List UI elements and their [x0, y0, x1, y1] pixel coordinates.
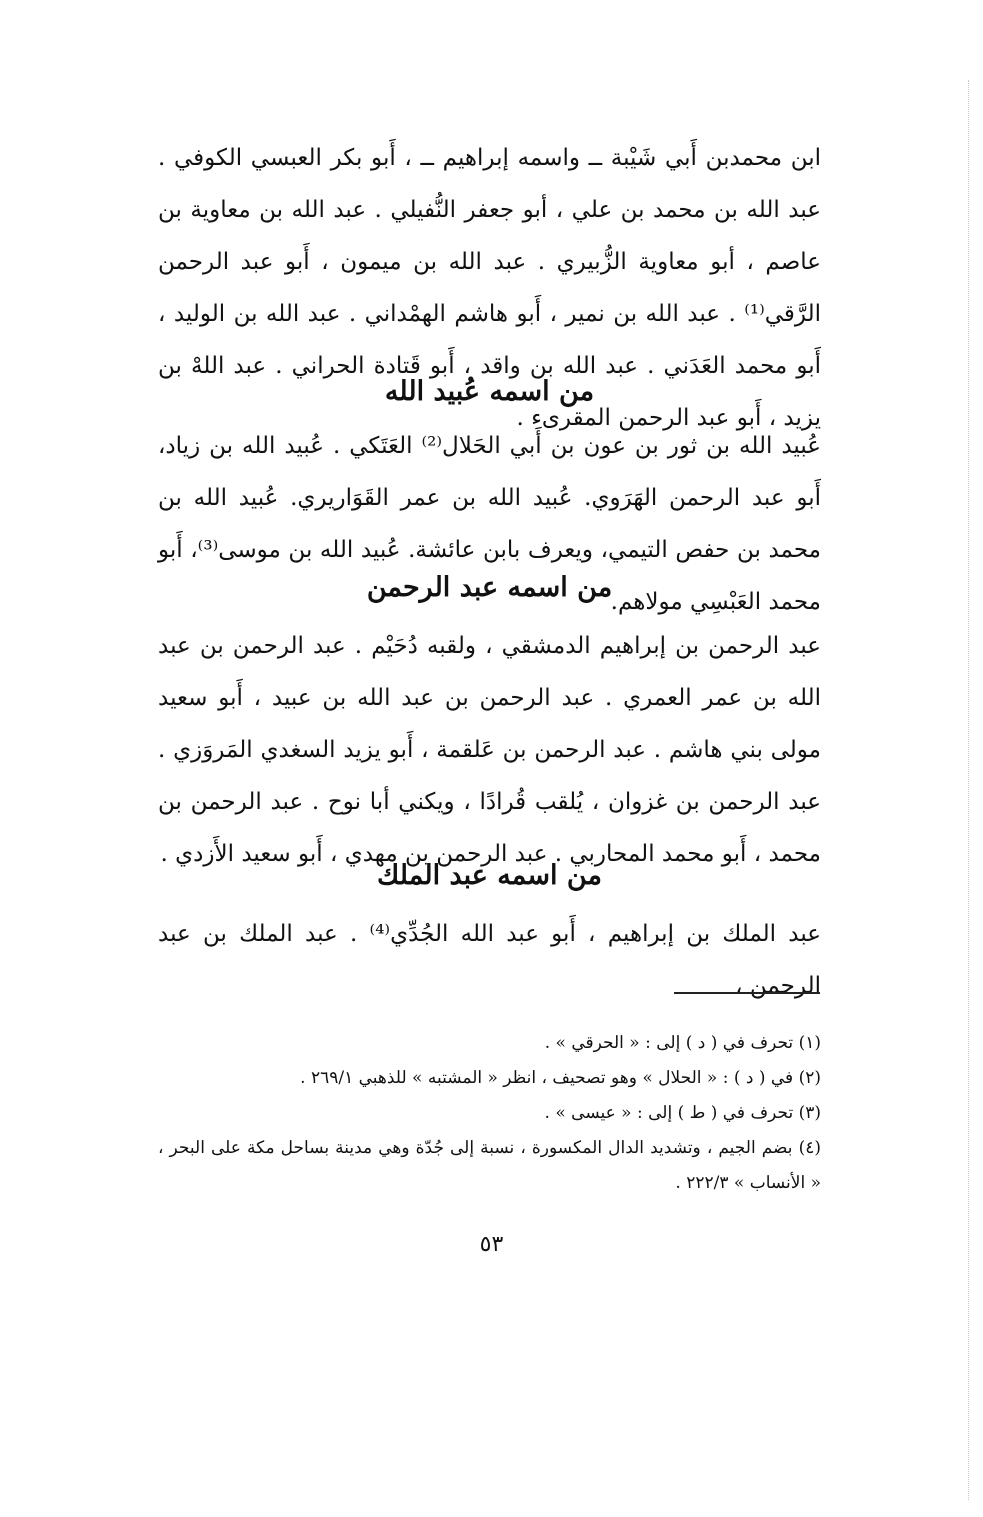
section-heading-ubaydullah: من اسمه عُبيد الله	[384, 376, 595, 407]
scan-edge-line	[967, 80, 969, 1500]
footnotes-list	[158, 1026, 821, 1201]
section-heading-abdulmalik: من اسمه عبد الملك	[377, 860, 602, 891]
footnote-4: (٤) بضم الجيم ، وتشديد الدال المكسورة ، نسبة إلى جُدّة وهي مدينة بساحل مكة على البحر ، « الأنساب » ٢٢٢/٣ .	[158, 1138, 821, 1193]
footnote-2: (٢) في ( د ) : « الحلال » وهو تصحيف ، انظر « المشتبه » للذهبي ٢٦٩/١ .	[300, 1068, 821, 1088]
footnote-1: (١) تحرف في ( د ) إلى : « الحرقي » .	[544, 1033, 821, 1053]
footnote-separator	[674, 992, 820, 994]
section-heading-abdurrahman: من اسمه عبد الرحمن	[366, 572, 613, 603]
paragraph-abdulmalik-names: عبد الملك بن إبراهيم ، أَبو عبد الله الجُدِّي⁽⁴⁾ . عبد الملك بن عبد الرحمن ،	[158, 921, 821, 999]
footnote-3: (٣) تحرف في ( ط ) إلى : « عيسى » .	[544, 1103, 821, 1123]
paragraph-abdullah-names: ابن محمدبن أَبي شَيْبة ــ واسمه إبراهيم ــ ، أَبو بكر العبسي الكوفي . عبد الله بن محمد بن علي ، أبو جعفر النُّفيلي . عبد الله بن معاوية بن عاصم ، أبو معاوية الزُّبيري . عبد الله بن ميمون ، أَبو عبد الرحمن الرَّقي⁽¹⁾ . عبد الله بن نمير ، أَبو هاشم الهمْداني . عبد الله بن الوليد ، أَبو محمد العَدَني . عبد الله بن واقد ، أَبو قَتادة الحراني . عبد اللهْ بن يزيد ، أَبو عبد الرحمن المقرىء .	[158, 145, 821, 431]
paragraph-ubaydullah-names: عُبيد الله بن ثور بن عون بن أَبي الحَلال⁽²⁾ العَتَكي . عُبيد الله بن زياد، أَبو عبد الرحمن الهَرَوي. عُبيد الله بن عمر القَوَاريري. عُبيد الله بن محمد بن حفص التيمي، ويعرف بابن عائشة. عُبيد الله بن موسى⁽³⁾، أَبو محمد العَبْسِي مولاهم.	[158, 433, 822, 615]
page-number: ٥٣	[479, 1232, 504, 1257]
paragraph-abdurrahman-names: عبد الرحمن بن إبراهيم الدمشقي ، ولقبه دُحَيْم . عبد الرحمن بن عبد الله بن عمر العمري . عبد الرحمن بن عبد الله بن عبيد ، أَبو سعيد مولى بني هاشم . عبد الرحمن بن عَلقمة ، أَبو يزيد السغدي المَروَزي . عبد الرحمن بن غزوان ، يُلقب قُرادًا ، ويكني أبا نوح . عبد الرحمن بن محمد ، أَبو محمد المحاربي . عبد الرحمن بن مهدي ، أَبو سعيد الأَزدي .	[158, 633, 821, 867]
